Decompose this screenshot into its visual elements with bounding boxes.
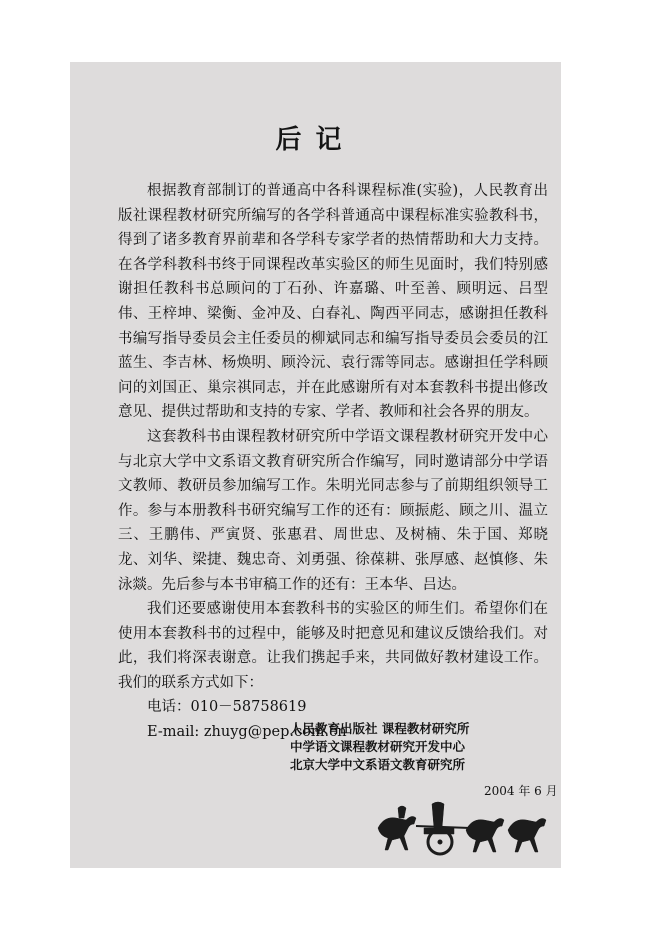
- afterword-body: [118, 179, 548, 745]
- chariot-illustration-icon: [370, 798, 555, 860]
- contact-email: E-mail: zhuyg@pep.com.cn: [147, 724, 347, 741]
- paragraph-acknowledgements: 根据教育部制订的普通高中各科课程标准(实验)，人民教育出版社课程教材研究所编写的各学科普通高中课程标准实验教科书，得到了诸多教育界前辈和各学科专家学者的热情帮助和大力支持。在各学科教科书终于同课程改革实验区的师生见面时，我们特别感谢担任教科书总顾问的丁石孙、许嘉璐、叶至善、顾明远、吕型伟、王梓坤、梁衡、金冲及、白春礼、陶西平同志，感谢担任教科书编写指导委员会主任委员的柳斌同志和编写指导委员会委员的江蓝生、李吉林、杨焕明、顾泠沅、袁行霈等同志。感谢担任学科顾问的刘国正、巢宗祺同志，并在此感谢所有对本套教科书提出修改意见、提供过帮助和支持的专家、学者、教师和社会各界的朋友。: [118, 183, 548, 421]
- paragraph-authors: 这套教科书由课程教材研究所中学语文课程教材研究开发中心与北京大学中文系语文教育研究所合作编写，同时邀请部分中学语文教师、教研员参加编写工作。朱明光同志参与了前期组织领导工作。参与本册教科书研究编写工作的还有：顾振彪、顾之川、温立三、王鹏伟、严寅贤、张惠君、周世忠、及树楠、朱于国、郑晓龙、刘华、梁捷、魏忠奇、刘勇强、徐葆耕、张厚感、赵慎修、朱泳燚。先后参与本书审稿工作的还有：王本华、吕达。: [118, 428, 548, 593]
- date: 2004 年 6 月: [484, 784, 558, 798]
- contact-phone: 电话：010－58758619: [147, 699, 307, 716]
- signature-line: 北京大学中文系语文教育研究所: [290, 757, 466, 772]
- signature-block: [290, 720, 469, 774]
- page-title: 后记: [275, 125, 356, 155]
- paragraph-feedback: 我们还要感谢使用本套教科书的实验区的师生们。希望你们在使用本套教科书的过程中，能够及时把意见和建议反馈给我们。对此，我们将深表谢意。让我们携起手来，共同做好教材建设工作。我们的联系方式如下：: [118, 601, 548, 691]
- signature-line: 中学语文课程教材研究开发中心: [290, 739, 466, 754]
- signature-line: 人民教育出版社 课程教材研究所: [290, 721, 470, 736]
- scanned-page: [70, 62, 561, 868]
